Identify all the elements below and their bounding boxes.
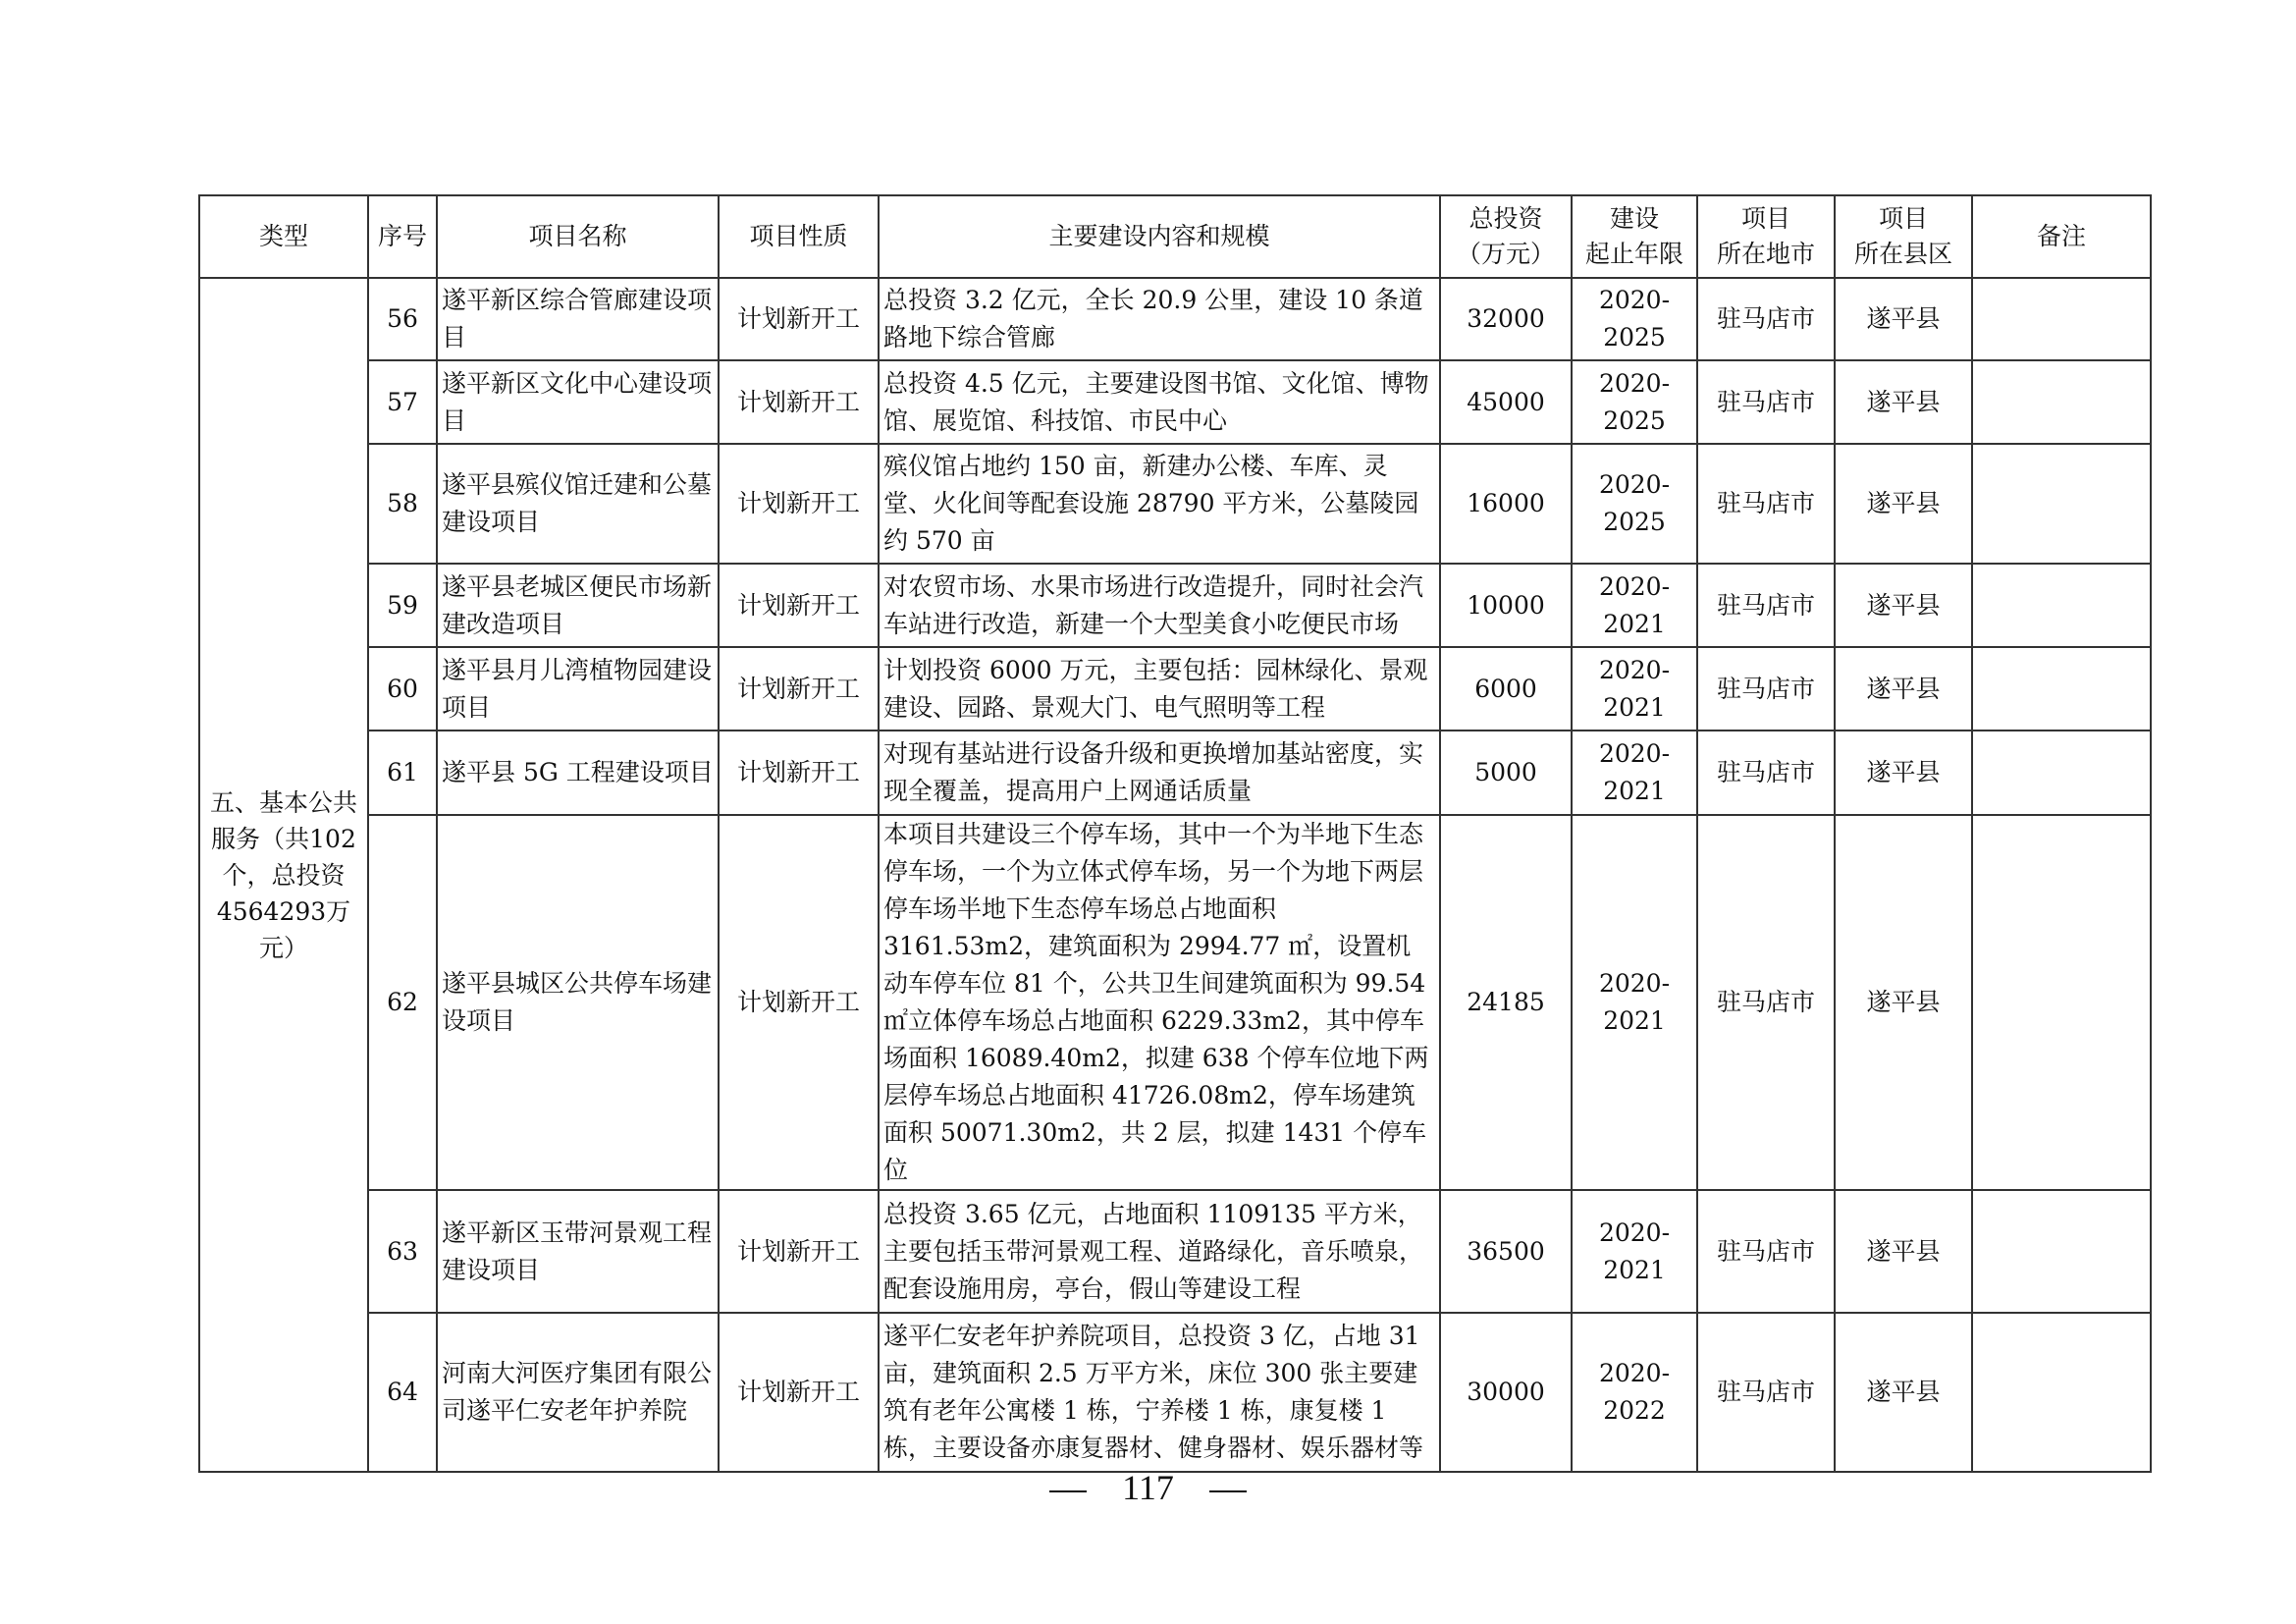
seq-cell: 62 [368, 815, 437, 1190]
city-cell: 驻马店市 [1697, 360, 1835, 444]
county-cell: 遂平县 [1835, 731, 1972, 815]
seq-cell: 60 [368, 647, 437, 731]
seq-cell: 56 [368, 278, 437, 360]
invest-cell: 30000 [1440, 1313, 1572, 1472]
name-cell: 遂平县殡仪馆迁建和公墓建设项目 [437, 444, 719, 564]
page-footer [0, 1467, 2296, 1508]
city-cell: 驻马店市 [1697, 564, 1835, 647]
county-cell: 遂平县 [1835, 815, 1972, 1190]
content-cell: 殡仪馆占地约 150 亩，新建办公楼、车库、灵堂、火化间等配套设施 28790 平方米，公墓陵园约 570 亩 [879, 444, 1440, 564]
city-cell: 驻马店市 [1697, 1313, 1835, 1472]
page-number: 117 [1122, 1468, 1174, 1507]
invest-cell: 45000 [1440, 360, 1572, 444]
remark-cell [1972, 444, 2151, 564]
invest-cell: 36500 [1440, 1190, 1572, 1313]
header-invest [1440, 195, 1572, 278]
header-type: 类型 [199, 195, 368, 278]
nature-cell: 计划新开工 [719, 1313, 879, 1472]
content-cell: 本项目共建设三个停车场，其中一个为半地下生态停车场，一个为立体式停车场，另一个为地下两层停车场半地下生态停车场总占地面积 3161.53m2，建筑面积为 2994.77 ㎡，设置机动车停车位 81 个，公共卫生间建筑面积为 99.54 ㎡立体停车场总占地面积 6229.33m2，其中停车场面积 16089.40m2，拟建 638 个停车位地下两层停车场总占地面积 41726.08m2，停车场建筑面积 50071.30m2，共 2 层，拟建 1431 个停车位 [879, 815, 1440, 1190]
seq-cell: 64 [368, 1313, 437, 1472]
county-cell: 遂平县 [1835, 278, 1972, 360]
header-years [1572, 195, 1697, 278]
county-cell: 遂平县 [1835, 1313, 1972, 1472]
nature-cell: 计划新开工 [719, 564, 879, 647]
invest-cell: 24185 [1440, 815, 1572, 1190]
name-cell: 遂平新区玉带河景观工程建设项目 [437, 1190, 719, 1313]
nature-cell: 计划新开工 [719, 1190, 879, 1313]
seq-cell: 58 [368, 444, 437, 564]
county-cell: 遂平县 [1835, 360, 1972, 444]
invest-cell: 5000 [1440, 731, 1572, 815]
name-cell: 遂平县老城区便民市场新建改造项目 [437, 564, 719, 647]
years-cell: 2020-2021 [1572, 1190, 1697, 1313]
header-city [1697, 195, 1835, 278]
county-cell: 遂平县 [1835, 1190, 1972, 1313]
nature-cell: 计划新开工 [719, 360, 879, 444]
years-cell: 2020-2025 [1572, 278, 1697, 360]
table-row [199, 360, 2151, 444]
city-cell: 驻马店市 [1697, 278, 1835, 360]
county-cell: 遂平县 [1835, 444, 1972, 564]
header-years-line2: 起止年限 [1584, 240, 1683, 268]
years-cell: 2020-2025 [1572, 444, 1697, 564]
name-cell: 遂平县月儿湾植物园建设项目 [437, 647, 719, 731]
nature-cell: 计划新开工 [719, 815, 879, 1190]
footer-dash-right [1209, 1490, 1247, 1492]
city-cell: 驻马店市 [1697, 444, 1835, 564]
name-cell: 遂平县 5G 工程建设项目 [437, 731, 719, 815]
remark-cell [1972, 564, 2151, 647]
years-cell: 2020-2021 [1572, 647, 1697, 731]
invest-cell: 6000 [1440, 647, 1572, 731]
seq-cell: 57 [368, 360, 437, 444]
years-cell: 2020-2022 [1572, 1313, 1697, 1472]
remark-cell [1972, 647, 2151, 731]
nature-cell: 计划新开工 [719, 278, 879, 360]
name-cell: 河南大河医疗集团有限公司遂平仁安老年护养院 [437, 1313, 719, 1472]
header-city-line2: 所在地市 [1716, 240, 1815, 268]
header-county-line1: 项目 [1878, 204, 1928, 233]
content-cell: 对农贸市场、水果市场进行改造提升，同时社会汽车站进行改造，新建一个大型美食小吃便民市场 [879, 564, 1440, 647]
years-cell: 2020-2021 [1572, 731, 1697, 815]
header-seq: 序号 [368, 195, 437, 278]
table-row [199, 731, 2151, 815]
table-row [199, 444, 2151, 564]
city-cell: 驻马店市 [1697, 815, 1835, 1190]
invest-cell: 10000 [1440, 564, 1572, 647]
years-cell: 2020-2021 [1572, 564, 1697, 647]
header-city-line1: 项目 [1740, 204, 1790, 233]
table-row [199, 647, 2151, 731]
years-cell: 2020-2025 [1572, 360, 1697, 444]
header-name: 项目名称 [437, 195, 719, 278]
header-county-line2: 所在县区 [1853, 240, 1952, 268]
seq-cell: 63 [368, 1190, 437, 1313]
content-cell: 总投资 4.5 亿元，主要建设图书馆、文化馆、博物馆、展览馆、科技馆、市民中心 [879, 360, 1440, 444]
content-cell: 总投资 3.65 亿元，占地面积 1109135 平方米，主要包括玉带河景观工程、道路绿化，音乐喷泉，配套设施用房，亭台，假山等建设工程 [879, 1190, 1440, 1313]
header-row [199, 195, 2151, 278]
remark-cell [1972, 360, 2151, 444]
project-table [198, 194, 2152, 1473]
name-cell: 遂平新区文化中心建设项目 [437, 360, 719, 444]
header-invest-line2: （万元） [1456, 240, 1555, 268]
name-cell: 遂平县城区公共停车场建设项目 [437, 815, 719, 1190]
table-row [199, 564, 2151, 647]
invest-cell: 16000 [1440, 444, 1572, 564]
city-cell: 驻马店市 [1697, 647, 1835, 731]
content-cell: 计划投资 6000 万元，主要包括：园林绿化、景观建设、园路、景观大门、电气照明等工程 [879, 647, 1440, 731]
content-cell: 对现有基站进行设备升级和更换增加基站密度，实现全覆盖，提高用户上网通话质量 [879, 731, 1440, 815]
county-cell: 遂平县 [1835, 564, 1972, 647]
remark-cell [1972, 815, 2151, 1190]
table-row [199, 1190, 2151, 1313]
header-content: 主要建设内容和规模 [879, 195, 1440, 278]
name-cell: 遂平新区综合管廊建设项目 [437, 278, 719, 360]
years-cell: 2020-2021 [1572, 815, 1697, 1190]
remark-cell [1972, 1313, 2151, 1472]
table-row [199, 278, 2151, 360]
category-cell: 五、基本公共服务（共102个，总投资4564293万元） [199, 278, 368, 1472]
nature-cell: 计划新开工 [719, 731, 879, 815]
header-invest-line1: 总投资 [1468, 204, 1543, 233]
county-cell: 遂平县 [1835, 647, 1972, 731]
content-cell: 总投资 3.2 亿元，全长 20.9 公里，建设 10 条道路地下综合管廊 [879, 278, 1440, 360]
header-remark: 备注 [1972, 195, 2151, 278]
remark-cell [1972, 278, 2151, 360]
city-cell: 驻马店市 [1697, 731, 1835, 815]
footer-dash-left [1049, 1490, 1087, 1492]
header-county [1835, 195, 1972, 278]
header-nature: 项目性质 [719, 195, 879, 278]
seq-cell: 59 [368, 564, 437, 647]
content-cell: 遂平仁安老年护养院项目，总投资 3 亿，占地 31 亩，建筑面积 2.5 万平方米，床位 300 张主要建筑有老年公寓楼 1 栋，宁养楼 1 栋，康复楼 1 栋，主要设备亦康复器材、健身器材、娱乐器材等 [879, 1313, 1440, 1472]
seq-cell: 61 [368, 731, 437, 815]
remark-cell [1972, 1190, 2151, 1313]
table-row [199, 1313, 2151, 1472]
city-cell: 驻马店市 [1697, 1190, 1835, 1313]
table-row [199, 815, 2151, 1190]
nature-cell: 计划新开工 [719, 444, 879, 564]
header-years-line1: 建设 [1609, 204, 1659, 233]
remark-cell [1972, 731, 2151, 815]
invest-cell: 32000 [1440, 278, 1572, 360]
nature-cell: 计划新开工 [719, 647, 879, 731]
